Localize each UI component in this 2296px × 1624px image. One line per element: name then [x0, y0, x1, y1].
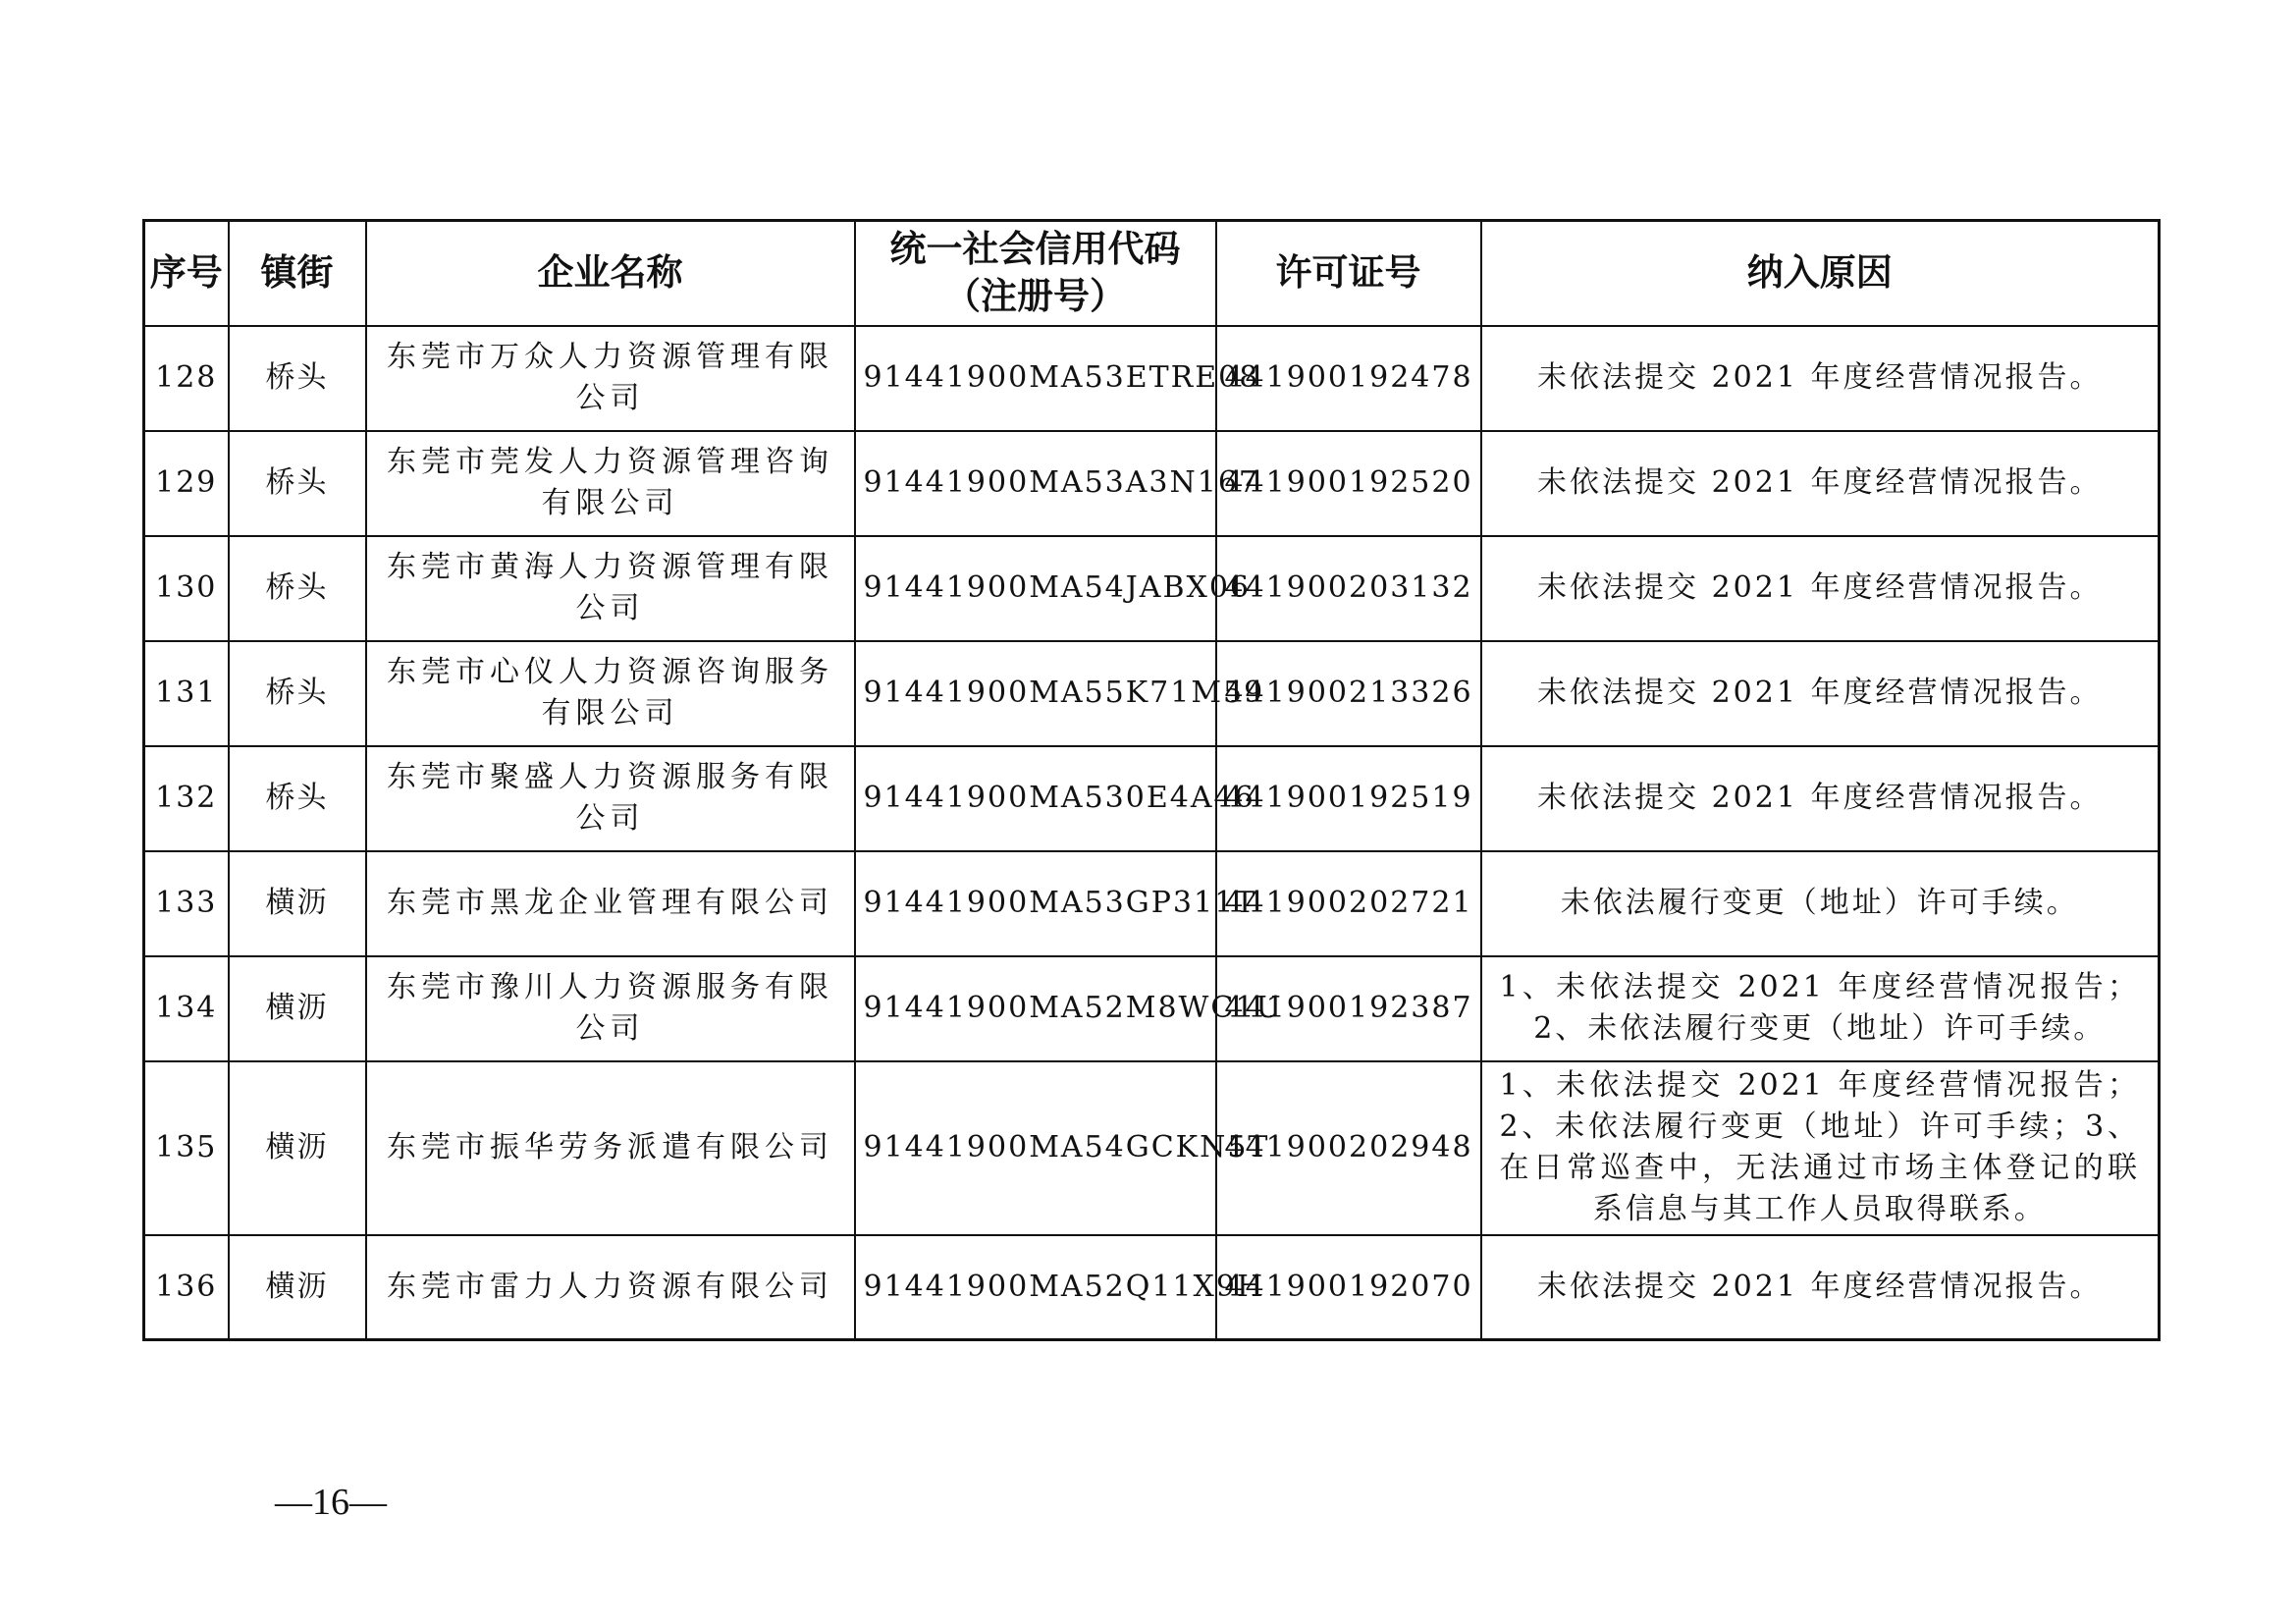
table-row — [144, 641, 2160, 746]
cell-credit-code: 91441900MA530E4A46 — [855, 746, 1216, 851]
header-credit-code-line2: （注册号） — [944, 275, 1126, 318]
cell-seq: 134 — [144, 956, 229, 1061]
cell-reason: 未依法提交 2021 年度经营情况报告。 — [1481, 641, 2160, 746]
cell-reason: 未依法提交 2021 年度经营情况报告。 — [1481, 326, 2160, 431]
table-header-row — [144, 221, 2160, 326]
cell-town: 横沥 — [229, 1061, 366, 1235]
cell-seq: 135 — [144, 1061, 229, 1235]
cell-credit-code: 91441900MA52Q11X9H — [855, 1235, 1216, 1340]
header-reason: 纳入原因 — [1481, 221, 2160, 326]
cell-license: 441900202721 — [1216, 851, 1481, 956]
cell-company: 东莞市万众人力资源管理有限公司 — [366, 326, 855, 431]
cell-license: 441900203132 — [1216, 536, 1481, 641]
cell-company: 东莞市雷力人力资源有限公司 — [366, 1235, 855, 1340]
table-row — [144, 1235, 2160, 1340]
cell-town: 桥头 — [229, 326, 366, 431]
cell-company: 东莞市振华劳务派遣有限公司 — [366, 1061, 855, 1235]
cell-license: 441900192520 — [1216, 431, 1481, 536]
cell-company: 东莞市莞发人力资源管理咨询有限公司 — [366, 431, 855, 536]
cell-town: 横沥 — [229, 1235, 366, 1340]
cell-seq: 133 — [144, 851, 229, 956]
page-number: —16— — [275, 1482, 387, 1523]
cell-town: 横沥 — [229, 851, 366, 956]
cell-reason: 未依法提交 2021 年度经营情况报告。 — [1481, 746, 2160, 851]
cell-company: 东莞市豫川人力资源服务有限公司 — [366, 956, 855, 1061]
cell-seq: 128 — [144, 326, 229, 431]
cell-town: 桥头 — [229, 431, 366, 536]
cell-credit-code: 91441900MA55K71M59 — [855, 641, 1216, 746]
cell-seq: 130 — [144, 536, 229, 641]
cell-credit-code: 91441900MA53ETRE08 — [855, 326, 1216, 431]
cell-license: 441900192387 — [1216, 956, 1481, 1061]
cell-credit-code: 91441900MA53GP311T — [855, 851, 1216, 956]
cell-seq: 129 — [144, 431, 229, 536]
cell-reason: 未依法提交 2021 年度经营情况报告。 — [1481, 536, 2160, 641]
cell-reason: 未依法履行变更（地址）许可手续。 — [1481, 851, 2160, 956]
cell-town: 横沥 — [229, 956, 366, 1061]
cell-reason: 未依法提交 2021 年度经营情况报告。 — [1481, 431, 2160, 536]
cell-license: 441900192478 — [1216, 326, 1481, 431]
cell-town: 桥头 — [229, 641, 366, 746]
header-company: 企业名称 — [366, 221, 855, 326]
cell-credit-code: 91441900MA54GCKN5T — [855, 1061, 1216, 1235]
cell-town: 桥头 — [229, 746, 366, 851]
cell-reason: 未依法提交 2021 年度经营情况报告。 — [1481, 1235, 2160, 1340]
cell-reason: 1、未依法提交 2021 年度经营情况报告；2、未依法履行变更（地址）许可手续。 — [1481, 956, 2160, 1061]
cell-license: 441900202948 — [1216, 1061, 1481, 1235]
table-row — [144, 326, 2160, 431]
header-town: 镇街 — [229, 221, 366, 326]
cell-credit-code: 91441900MA52M8WC1U — [855, 956, 1216, 1061]
cell-reason: 1、未依法提交 2021 年度经营情况报告；2、未依法履行变更（地址）许可手续；3、在日常巡查中，无法通过市场主体登记的联系信息与其工作人员取得联系。 — [1481, 1061, 2160, 1235]
cell-license: 441900213326 — [1216, 641, 1481, 746]
cell-seq: 136 — [144, 1235, 229, 1340]
cell-license: 441900192519 — [1216, 746, 1481, 851]
cell-seq: 131 — [144, 641, 229, 746]
cell-credit-code: 91441900MA53A3N167 — [855, 431, 1216, 536]
cell-company: 东莞市心仪人力资源咨询服务有限公司 — [366, 641, 855, 746]
cell-company: 东莞市聚盛人力资源服务有限公司 — [366, 746, 855, 851]
table-row — [144, 851, 2160, 956]
enterprise-list-table — [142, 219, 2161, 1341]
header-license: 许可证号 — [1216, 221, 1481, 326]
cell-company: 东莞市黑龙企业管理有限公司 — [366, 851, 855, 956]
header-credit-code — [855, 221, 1216, 326]
header-seq: 序号 — [144, 221, 229, 326]
table-row — [144, 536, 2160, 641]
table-row — [144, 431, 2160, 536]
table-row — [144, 956, 2160, 1061]
table-row — [144, 746, 2160, 851]
cell-town: 桥头 — [229, 536, 366, 641]
cell-company: 东莞市黄海人力资源管理有限公司 — [366, 536, 855, 641]
cell-seq: 132 — [144, 746, 229, 851]
cell-credit-code: 91441900MA54JABX06 — [855, 536, 1216, 641]
cell-license: 441900192070 — [1216, 1235, 1481, 1340]
table-row — [144, 1061, 2160, 1235]
header-credit-code-line1: 统一社会信用代码 — [889, 228, 1181, 271]
